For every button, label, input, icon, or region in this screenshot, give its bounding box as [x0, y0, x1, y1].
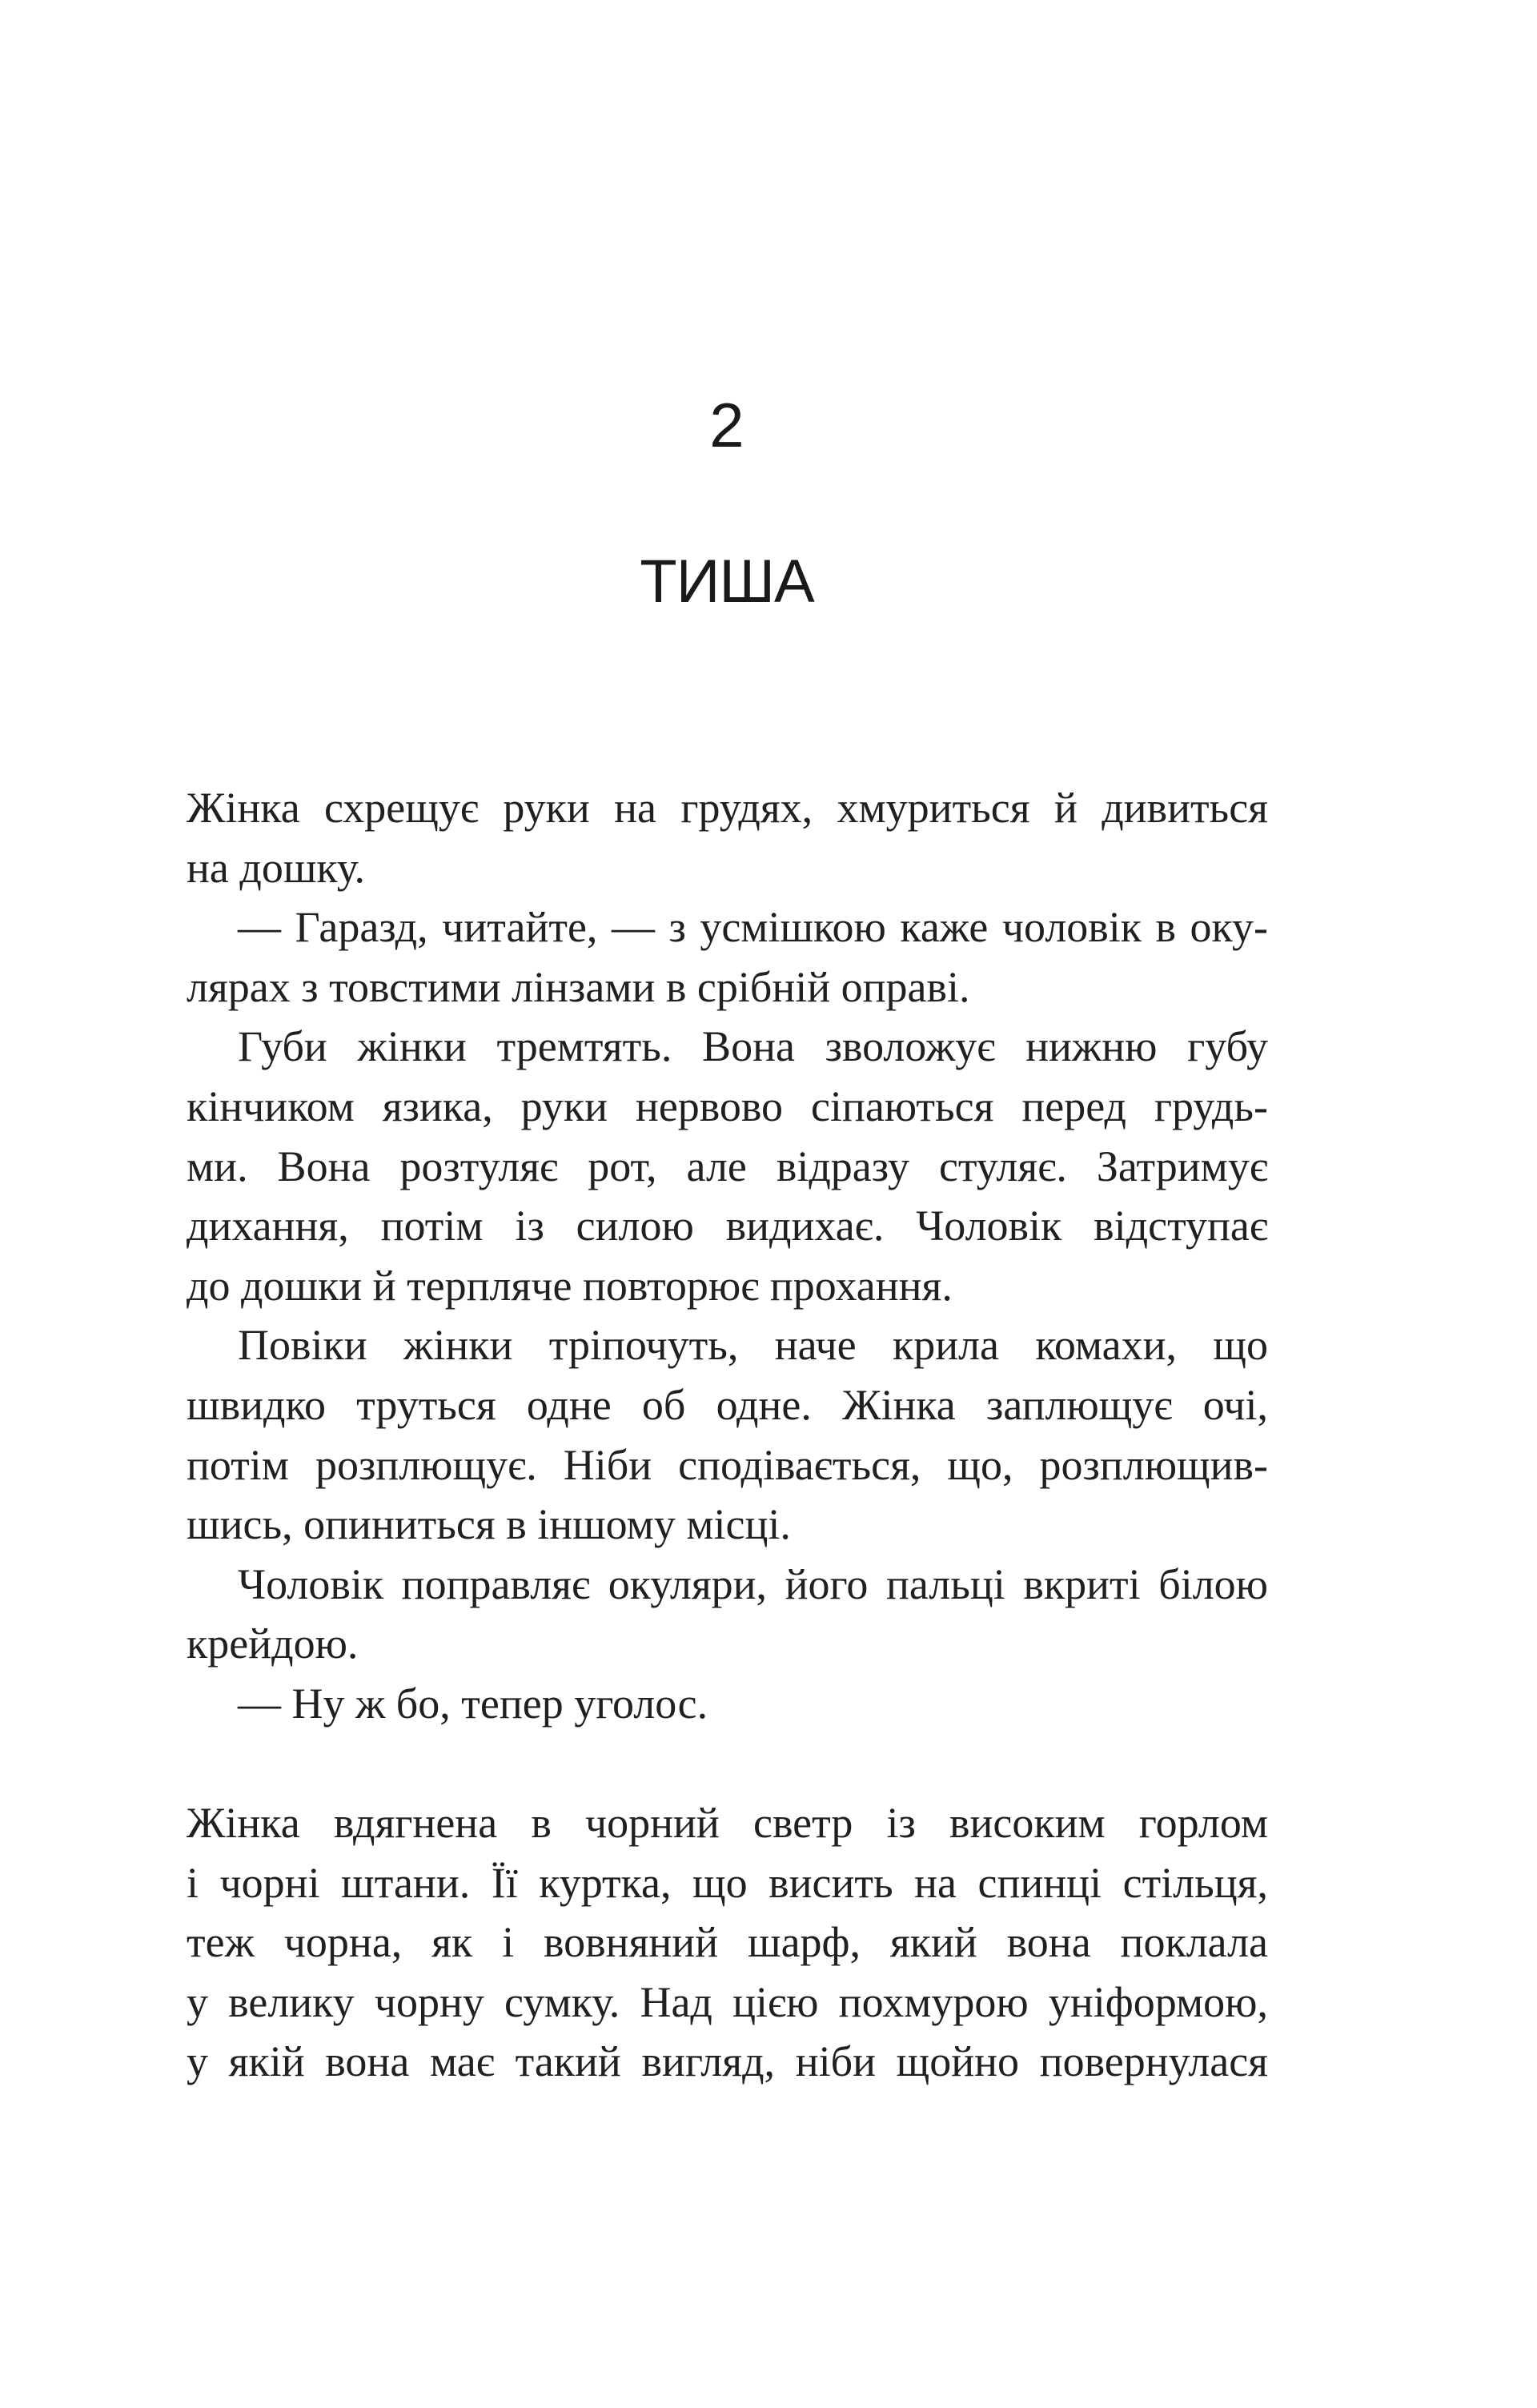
chapter-number: 2 — [709, 390, 744, 460]
text-line: крейдою. — [187, 1619, 359, 1668]
text-line: потім розплющує. Ніби сподівається, що, розплющив- — [187, 1440, 1268, 1489]
text-line: теж чорна, як і вовняний шарф, який вона поклала — [187, 1918, 1268, 1967]
text-line: шись, опиниться в іншому місці. — [187, 1500, 791, 1549]
text-line: Жінка схрещує руки на грудях, хмуриться й дивиться — [187, 784, 1268, 832]
dialogue-line: — Ну ж бо, тепер уголос. — [238, 1679, 708, 1728]
text-line: до дошки й терпляче повторює прохання. — [187, 1261, 953, 1310]
text-line: кінчиком язика, руки нервово сіпаються перед грудь- — [187, 1082, 1268, 1130]
text-line: ми. Вона розтуляє рот, але відразу стуляє. Затримує — [187, 1142, 1268, 1190]
text-line: у велику чорну сумку. Над цією похмурою уніформою, — [187, 1977, 1268, 2026]
section-break — [187, 1734, 1268, 1794]
text-line: швидко труться одне об одне. Жінка заплющує очі, — [187, 1380, 1268, 1429]
paragraph-start-line: Губи жінки тремтять. Вона зволожує нижню губу — [238, 1022, 1268, 1071]
text-line: і чорні штани. Її куртка, що висить на спинці стільця, — [187, 1858, 1268, 1907]
paragraph-start-line: Чоловік поправляє окуляри, його пальці вкриті білою — [238, 1559, 1268, 1608]
section-start-line: Жінка вдягнена в чорний светр із високим горлом — [187, 1799, 1268, 1848]
chapter-body — [187, 778, 1268, 2092]
paragraph-start-line: Повіки жінки тріпочуть, наче крила комахи, що — [238, 1321, 1268, 1370]
dialogue-line: — Гаразд, читайте, — з усмішкою каже чоловік в оку- — [238, 903, 1268, 952]
text-line: лярах з товстими лінзами в срібній оправі. — [187, 962, 970, 1011]
text-line: у якій вона має такий вигляд, ніби щойно повернулася — [187, 2037, 1268, 2086]
text-line: дихання, потім із силою видихає. Чоловік відступає — [187, 1202, 1268, 1250]
text-line: на дошку. — [187, 843, 365, 892]
chapter-title: ТИША — [640, 548, 814, 616]
